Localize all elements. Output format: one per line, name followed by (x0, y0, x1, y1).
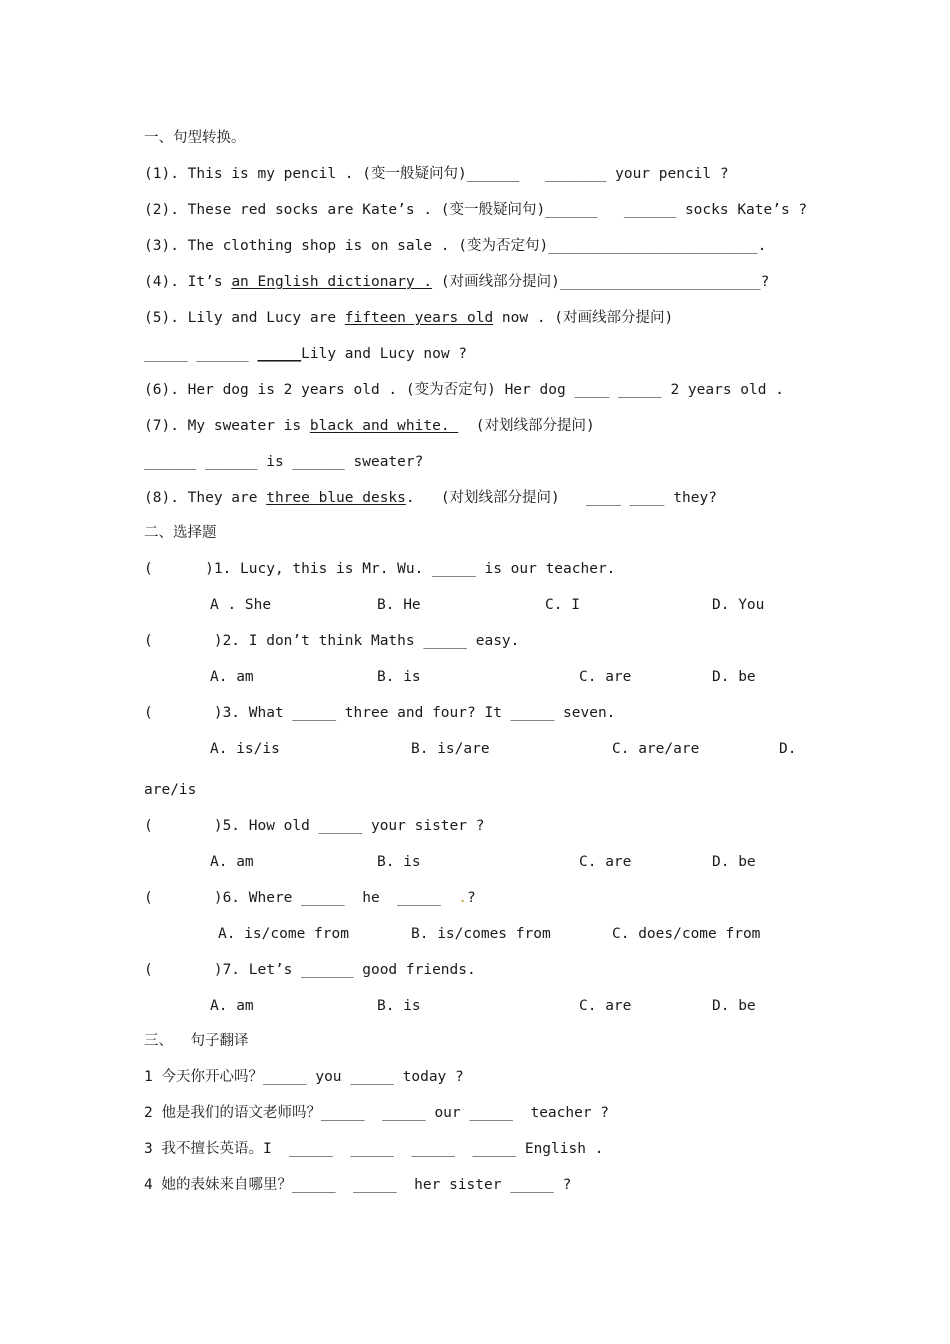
q5-option-c: C. are (579, 854, 632, 870)
q3-option-b: B. is/are (411, 741, 490, 757)
s1-item-4: (4). It’s an English dictionary . (对画线部分提问)_______________________? (144, 274, 770, 290)
s1-item-5: (5). Lily and Lucy are fifteen years old now . (对画线部分提问) (144, 310, 674, 326)
s1-item-6: (6). Her dog is 2 years old . (变为否定句) Her dog ____ _____ 2 years old . (144, 382, 784, 398)
q6-option-c: C. does/come from (612, 926, 761, 942)
q7-option-b: B. is (377, 998, 421, 1014)
s1-item-8: (8). They are three blue desks. (对划线部分提问) ____ ____ they? (144, 490, 717, 506)
section-2-title: 二、选择题 (144, 525, 217, 541)
s1-item-7-answer: ______ ______ is ______ sweater? (144, 454, 424, 470)
q2-option-d: D. be (712, 669, 756, 685)
q6-stem: ( )6. Where _____ he _____ .? (144, 890, 476, 906)
q1-stem: ( )1. Lucy, this is Mr. Wu. _____ is our teacher. (144, 561, 616, 577)
s1-item-3: (3). The clothing shop is on sale . (变为否定句)________________________. (144, 238, 767, 254)
q7-option-d: D. be (712, 998, 756, 1014)
q3-option-d-wrap: are/is (144, 782, 197, 798)
section-1-title: 一、句型转换。 (144, 130, 246, 146)
q3-option-a: A. is/is (210, 741, 280, 757)
q1-option-a: A . She (210, 597, 272, 613)
s1-item-5-answer: _____ ______ _____Lily and Lucy now ? (144, 346, 468, 362)
q3-option-c: C. are/are (612, 741, 700, 757)
s1-item-1: (1). This is my pencil . (变一般疑问句)______ _______ your pencil ? (144, 166, 729, 182)
q7-stem: ( )7. Let’s ______ good friends. (144, 962, 476, 978)
q1-option-c: C. I (545, 597, 580, 613)
q3-stem: ( )3. What _____ three and four? It _____ seven. (144, 705, 616, 721)
q7-option-a: A. am (210, 998, 254, 1014)
q5-option-d: D. be (712, 854, 756, 870)
q3-option-d: D. (779, 741, 797, 757)
s1-item-7: (7). My sweater is black and white. (对划线部分提问) (144, 418, 595, 434)
s3-item-1: 1 今天你开心吗？_____ you _____ today ? (144, 1069, 464, 1085)
q2-stem: ( )2. I don’t think Maths _____ easy. (144, 633, 520, 649)
q6-option-a: A. is/come from (218, 926, 349, 942)
q1-option-b: B. He (377, 597, 421, 613)
s3-item-3: 3 我不擅长英语。I _____ _____ _____ _____ English . (144, 1141, 604, 1157)
q5-option-a: A. am (210, 854, 254, 870)
q7-option-c: C. are (579, 998, 632, 1014)
section-3-title: 三、 句子翻译 (144, 1033, 249, 1049)
s3-item-4: 4 她的表妹来自哪里？_____ _____ her sister _____ ? (144, 1177, 572, 1193)
q5-stem: ( )5. How old _____ your sister ? (144, 818, 485, 834)
s1-item-2: (2). These red socks are Kate’s . (变一般疑问句)______ ______ socks Kate’s ? (144, 202, 808, 218)
q1-option-d: D. You (712, 597, 765, 613)
q6-option-b: B. is/comes from (411, 926, 551, 942)
s3-item-2: 2 他是我们的语文老师吗？_____ _____ our _____ teacher ? (144, 1105, 610, 1121)
q2-option-c: C. are (579, 669, 632, 685)
q5-option-b: B. is (377, 854, 421, 870)
q2-option-b: B. is (377, 669, 421, 685)
q2-option-a: A. am (210, 669, 254, 685)
